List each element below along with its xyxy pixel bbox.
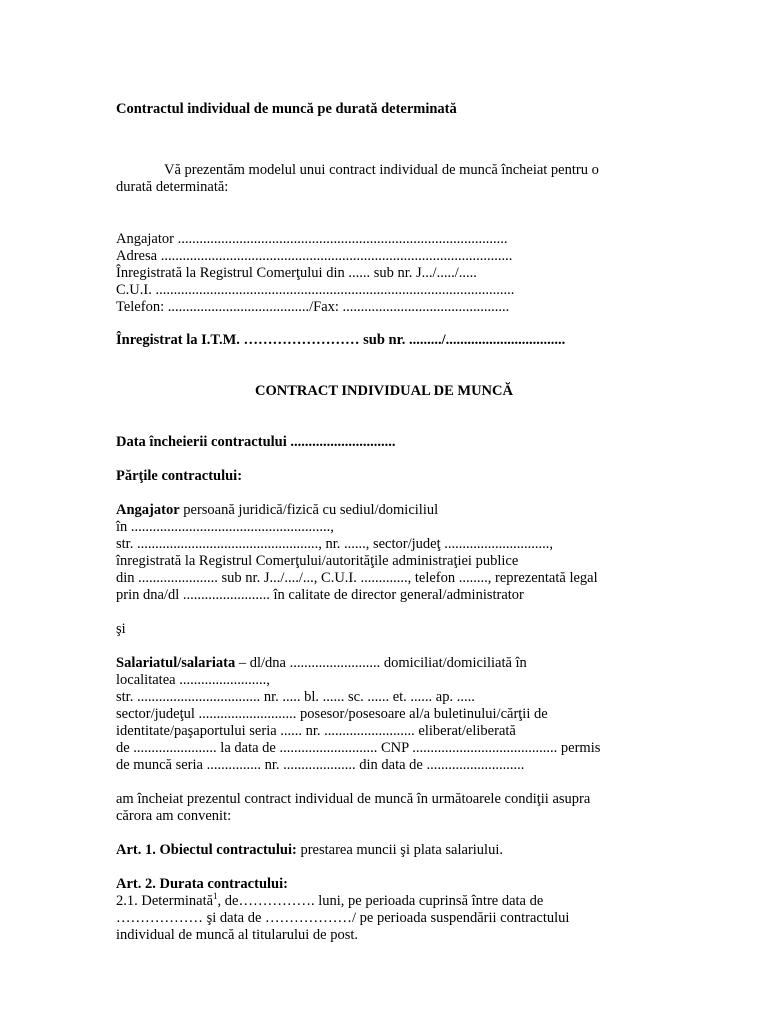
employer-section-line-2: în ......................................................., [116, 519, 334, 535]
employer-name-field: Angajator ........................................................................................... [116, 231, 508, 247]
article-2-label: Art. 2. Durata contractului: [116, 876, 288, 892]
intro-line-1: Vă prezentăm modelul unui contract individual de muncă încheiat pentru o [164, 162, 599, 178]
intro-line-2: durată determinată: [116, 179, 229, 195]
employer-section-text: persoană juridică/fizică cu sediul/domiciliul [179, 502, 439, 518]
employee-section-line-6: de ....................... la data de ........................... CNP ........................................ permis [116, 740, 601, 756]
conjunction-si: şi [116, 621, 126, 637]
employer-cui-field: C.U.I. ................................................................................................... [116, 282, 515, 298]
article-2-line-1 [116, 893, 646, 910]
employer-section-line-5: din ...................... sub nr. J.../..../..., C.U.I. ............., telefon ........, reprezentată legal [116, 570, 598, 586]
employee-section-line-3: str. .................................. nr. ..... bl. ...... sc. ...... et. ...... ap. ..... [116, 689, 475, 705]
article-2-line-2: ……………… şi data de ………………/ pe perioada suspendării contractului [116, 910, 570, 926]
article-2-line-3: individual de muncă al titularului de post. [116, 927, 359, 943]
document-title: Contractul individual de muncă pe durată determinată [116, 101, 457, 117]
employer-section-line-6: prin dna/dl ........................ în calitate de director general/administrator [116, 587, 524, 603]
document-body [116, 101, 646, 944]
footnote-marker: 1 [213, 891, 218, 902]
employee-section-line-1 [116, 655, 646, 672]
agreement-line-1: am încheiat prezentul contract individual de muncă în următoarele condiţii asupra [116, 791, 591, 807]
article-1-text: prestarea muncii şi plata salariului. [296, 842, 503, 858]
article-2-item-cont: , de……………. luni, pe perioada cuprinsă între data de [217, 893, 544, 909]
contract-parties-heading: Părţile contractului: [116, 468, 243, 484]
employer-address-field: Adresa ................................................................................................. [116, 248, 513, 264]
employee-section-text: – dl/dna ......................... domiciliat/domiciliată în [235, 655, 527, 671]
contract-date: Data încheierii contractului ............................. [116, 434, 396, 450]
itm-registration: Înregistrat la I.T.M. …………………… sub nr. ........./................................. [116, 332, 566, 348]
contract-heading: CONTRACT INDIVIDUAL DE MUNCĂ [255, 383, 513, 399]
employee-section-line-2: localitatea ........................, [116, 672, 270, 688]
employer-section-line-3: str. .................................................., nr. ......, sector/judeţ ............................., [116, 536, 553, 552]
employer-phone-fax-field: Telefon: ......................................./Fax: .............................................. [116, 299, 510, 315]
article-2-item-text: 2.1. Determinată [116, 893, 214, 909]
employer-section-line-4: înregistrată la Registrul Comerţului/autorităţile administraţiei publice [116, 553, 519, 569]
article-1-label: Art. 1. Obiectul contractului: [116, 842, 297, 858]
employee-section-line-7: de muncă seria ............... nr. .................... din data de ........................... [116, 757, 525, 773]
employer-registry-field: Înregistrată la Registrul Comerţului din ...... sub nr. J.../...../..... [116, 265, 477, 281]
employer-section-line-1 [116, 502, 646, 519]
employee-section-line-5: identitate/paşaportului seria ...... nr. ......................... eliberat/eliberată [116, 723, 516, 739]
article-1 [116, 842, 646, 859]
employer-label: Angajator [116, 502, 180, 518]
employee-section-line-4: sector/judeţul ........................... posesor/posesoare al/a buletinului/cărţii de [116, 706, 548, 722]
employee-label: Salariatul/salariata [116, 655, 236, 671]
agreement-line-2: cărora am convenit: [116, 808, 232, 824]
